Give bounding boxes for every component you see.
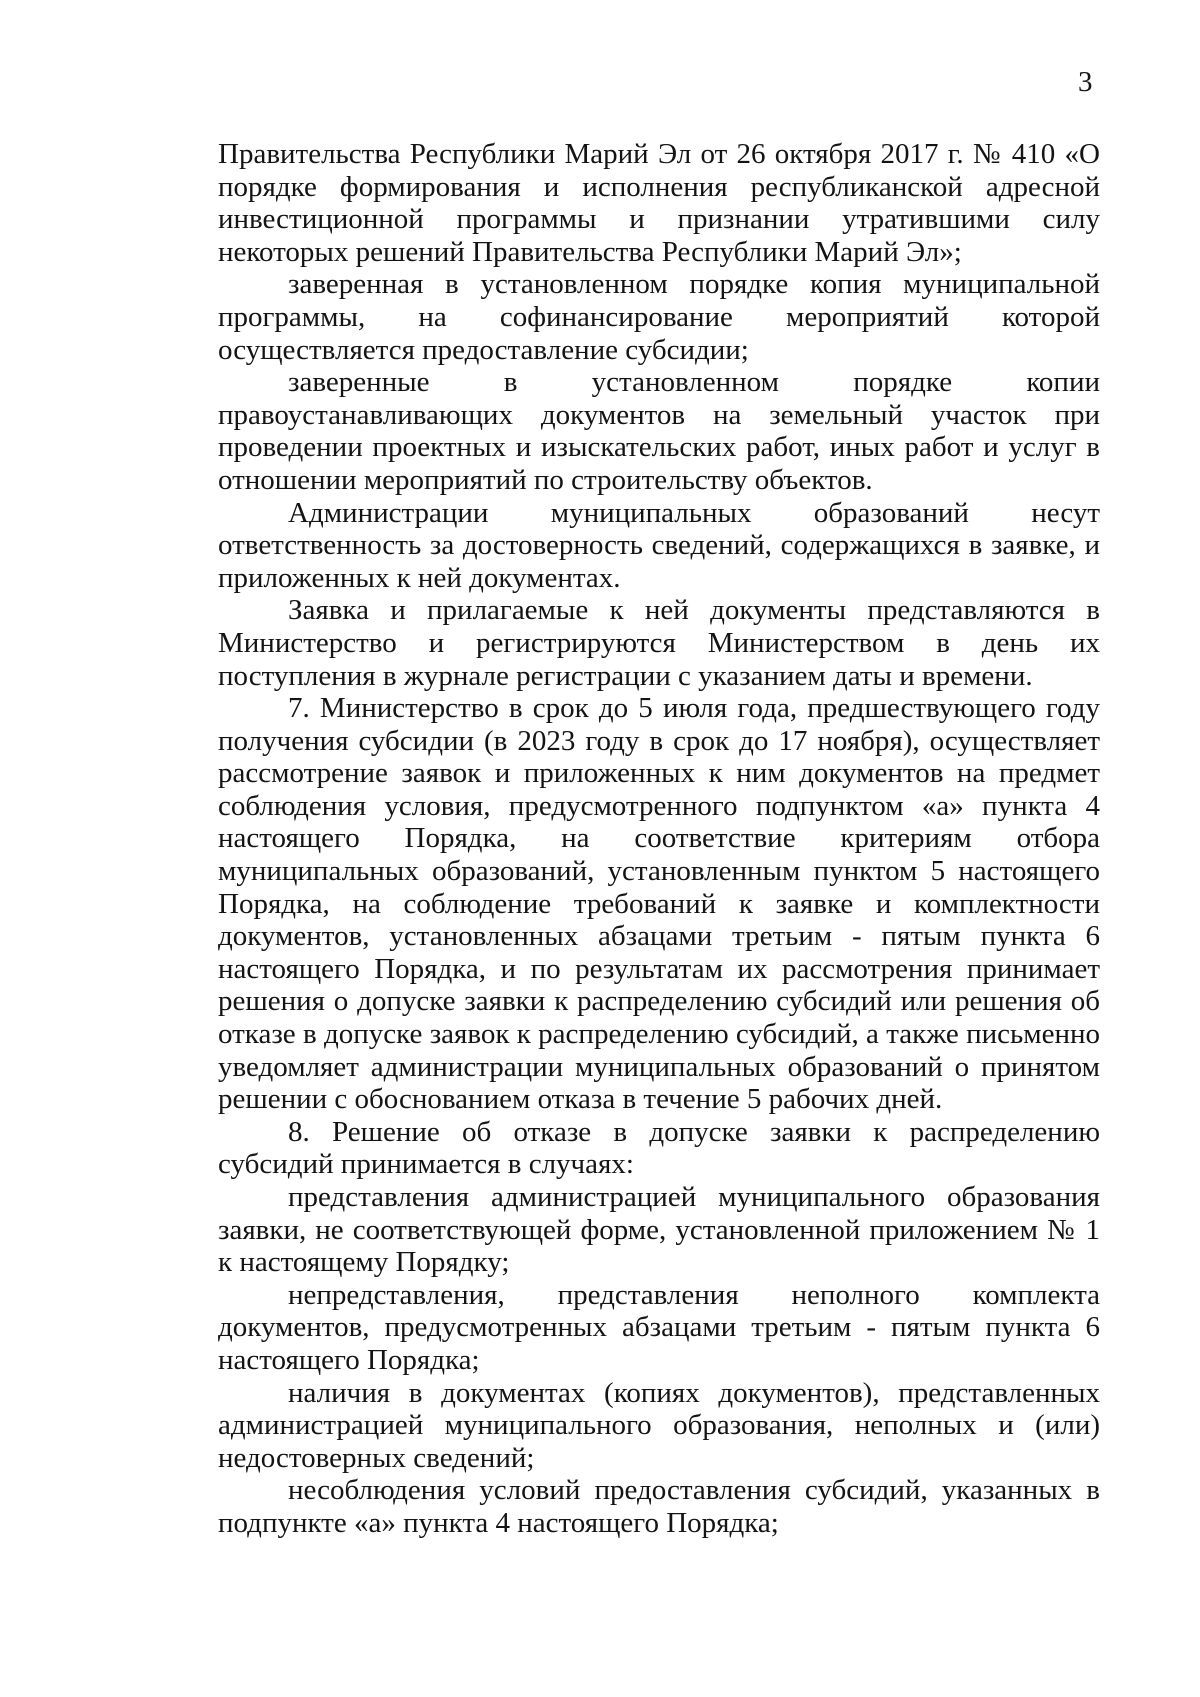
paragraph-conditions-violation: несоблюдения условий предоставления субсидий, указанных в подпункте «а» пункта 4 настоящего Порядка; (218, 1474, 1100, 1539)
paragraph-incomplete-documents: непредставления, представления неполного комплекта документов, предусмотренных абзацами третьим - пятым пункта 6 настоящего Порядка; (218, 1278, 1100, 1376)
paragraph-item-8: 8. Решение об отказе в допуске заявки к распределению субсидий принимается в случаях: (218, 1115, 1100, 1181)
paragraph-government-decree: Правительства Республики Марий Эл от 26 октября 2017 г. № 410 «О порядке формирования и исполнения республиканской адресной инвестиционной программы и признании утратившими силу некоторых решений Правительства Республики Марий Эл»; (218, 138, 1100, 268)
paragraph-land-documents: заверенные в установленном порядке копии правоустанавливающих документов на земельный участок при проведении проектных и изыскательских работ, иных работ и услуг в отношении мероприятий по строительству объектов. (218, 366, 1100, 496)
document-body (218, 138, 1100, 1540)
paragraph-program-copy: заверенная в установленном порядке копия муниципальной программы, на софинансирование мероприятий которой осуществляется предоставление субсидии; (218, 268, 1100, 366)
paragraph-registration: Заявка и прилагаемые к ней документы представляются в Министерство и регистрируются Министерством в день их поступления в журнале регистрации с указанием даты и времени. (218, 594, 1100, 692)
page-number: 3 (1078, 66, 1093, 98)
paragraph-responsibility: Администрации муниципальных образований несут ответственность за достоверность сведений, содержащихся в заявке, и приложенных к ней документах. (218, 496, 1100, 594)
paragraph-unreliable-information: наличия в документах (копиях документов), представленных администрацией муниципального образования, неполных и (или) недостоверных сведений; (218, 1376, 1100, 1474)
paragraph-item-7: 7. Министерство в срок до 5 июля года, предшествующего году получения субсидии (в 2023 году в срок до 17 ноября), осуществляет рассмотрение заявок и приложенных к ним документов на предмет соблюдения условия, предусмотренного подпунктом «а» пункта 4 настоящего Порядка, на соответствие критериям отбора муниципальных образований, установленным пунктом 5 настоящего Порядка, на соблюдение требований к заявке и комплектности документов, установленных абзацами третьим - пятым пункта 6 настоящего Порядка, и по результатам их рассмотрения принимает решения о допуске заявки к распределению субсидий или решения об отказе в допуске заявок к распределению субсидий, а также письменно уведомляет администрации муниципальных образований о принятом решении с обоснованием отказа в течение 5 рабочих дней. (218, 692, 1100, 1116)
paragraph-form-mismatch: представления администрацией муниципального образования заявки, не соответствующей форме, установленной приложением № 1 к настоящему Порядку; (218, 1181, 1100, 1279)
